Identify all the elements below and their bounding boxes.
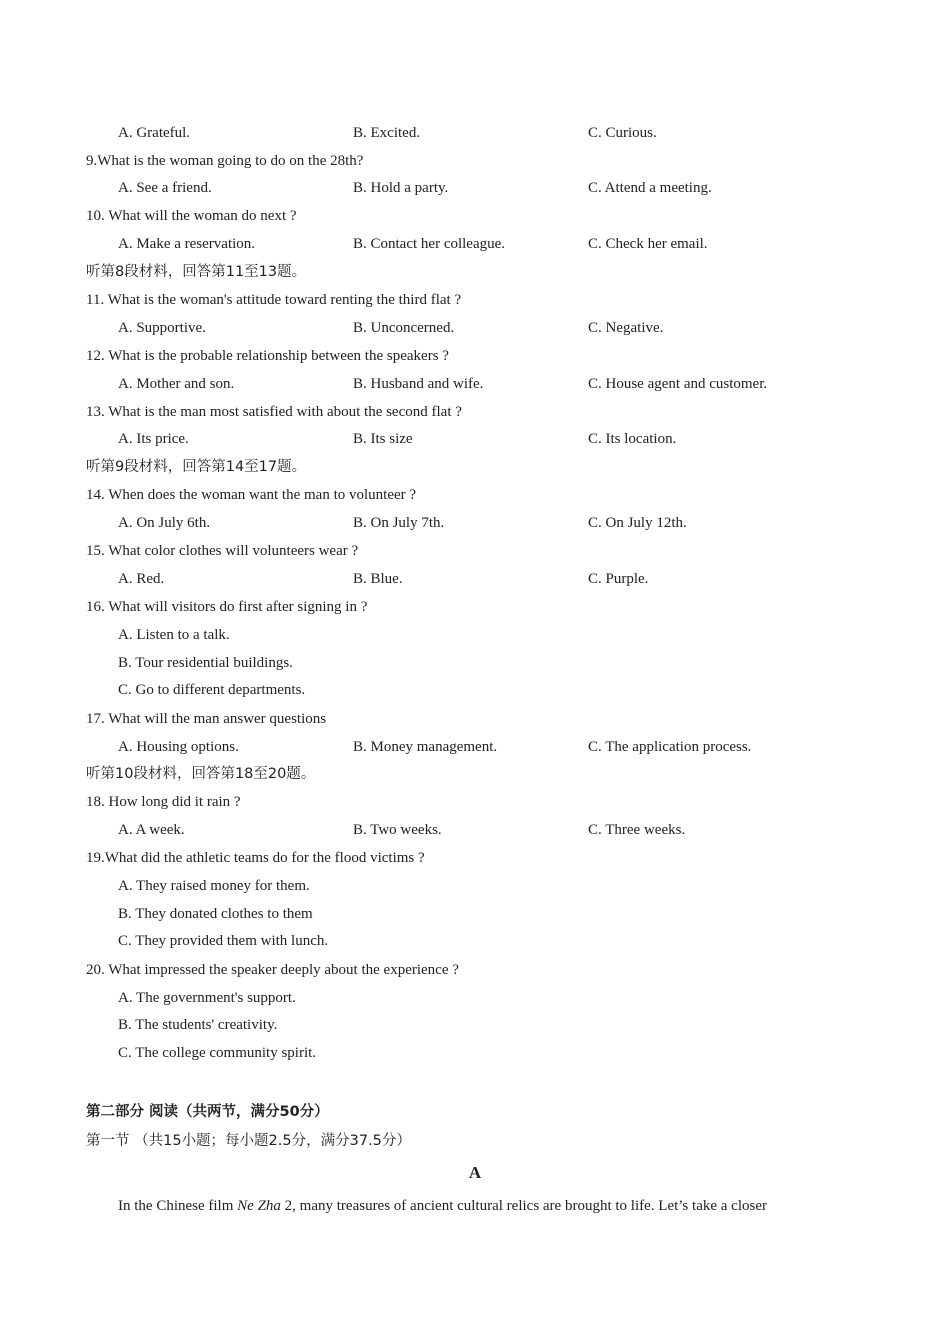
part-2-title: 第二部分 阅读（共两节，满分50分） <box>86 1104 329 1120</box>
question-9: 9.What is the woman going to do on the 28th? <box>86 153 364 169</box>
q11-option-c: C. Negative. <box>588 320 664 336</box>
question-10: 10. What will the woman do next ? <box>86 208 297 224</box>
instruction-material-8: 听第8段材料，回答第11至13题。 <box>86 264 307 280</box>
question-17: 17. What will the man answer questions <box>86 711 327 727</box>
question-15: 15. What color clothes will volunteers wear ? <box>86 543 359 559</box>
q9-option-a: A. See a friend. <box>118 180 212 196</box>
q13-option-b: B. Its size <box>353 431 413 447</box>
q12-option-c: C. House agent and customer. <box>588 376 768 392</box>
q10-option-b: B. Contact her colleague. <box>353 236 506 252</box>
q15-option-a: A. Red. <box>118 571 165 587</box>
q20-option-c: C. The college community spirit. <box>118 1045 317 1061</box>
q13-option-a: A. Its price. <box>118 431 189 447</box>
q8-option-b: B. Excited. <box>353 125 421 141</box>
q13-option-c: C. Its location. <box>588 431 677 447</box>
q16-option-c: C. Go to different departments. <box>118 682 306 698</box>
question-12: 12. What is the probable relationship between the speakers ? <box>86 348 449 364</box>
q18-option-a: A. A week. <box>118 822 185 838</box>
q9-option-c: C. Attend a meeting. <box>588 180 712 196</box>
q16-option-a: A. Listen to a talk. <box>118 627 230 643</box>
q11-option-a: A. Supportive. <box>118 320 206 336</box>
q19-option-a: A. They raised money for them. <box>118 878 310 894</box>
question-20: 20. What impressed the speaker deeply about the experience ? <box>86 962 459 978</box>
q16-option-b: B. Tour residential buildings. <box>118 655 293 671</box>
q17-option-b: B. Money management. <box>353 739 498 755</box>
q17-option-c: C. The application process. <box>588 739 752 755</box>
q18-option-c: C. Three weeks. <box>588 822 686 838</box>
question-14: 14. When does the woman want the man to volunteer ? <box>86 487 417 503</box>
q15-option-b: B. Blue. <box>353 571 403 587</box>
passage-first-line <box>118 1196 878 1216</box>
q20-option-a: A. The government's support. <box>118 990 296 1006</box>
q14-option-b: B. On July 7th. <box>353 515 445 531</box>
instruction-material-9: 听第9段材料，回答第14至17题。 <box>86 459 307 475</box>
section-1-title: 第一节 （共15小题；每小题2.5分，满分37.5分） <box>86 1133 411 1149</box>
q19-option-c: C. They provided them with lunch. <box>118 933 329 949</box>
q14-option-c: C. On July 12th. <box>588 515 687 531</box>
q20-option-b: B. The students' creativity. <box>118 1017 278 1033</box>
q18-option-b: B. Two weeks. <box>353 822 442 838</box>
passage-text-before: In the Chinese film <box>118 1198 238 1214</box>
q12-option-b: B. Husband and wife. <box>353 376 484 392</box>
q14-option-a: A. On July 6th. <box>118 515 211 531</box>
q8-option-c: C. Curious. <box>588 125 657 141</box>
passage-label: A <box>468 1163 482 1182</box>
q10-option-c: C. Check her email. <box>588 236 708 252</box>
q8-option-a: A. Grateful. <box>118 125 191 141</box>
question-18: 18. How long did it rain ? <box>86 794 241 810</box>
question-13: 13. What is the man most satisfied with about the second flat ? <box>86 404 462 420</box>
q12-option-a: A. Mother and son. <box>118 376 235 392</box>
passage-text-after: 2, many treasures of ancient cultural relics are brought to life. Let’s take a closer <box>280 1198 767 1214</box>
question-19: 19.What did the athletic teams do for the flood victims ? <box>86 850 425 866</box>
q11-option-b: B. Unconcerned. <box>353 320 455 336</box>
q19-option-b: B. They donated clothes to them <box>118 906 313 922</box>
q15-option-c: C. Purple. <box>588 571 649 587</box>
question-11: 11. What is the woman's attitude toward renting the third flat ? <box>86 292 462 308</box>
instruction-material-10: 听第10段材料，回答第18至20题。 <box>86 766 316 782</box>
q10-option-a: A. Make a reservation. <box>118 236 256 252</box>
film-title: Ne Zha <box>237 1198 281 1214</box>
q17-option-a: A. Housing options. <box>118 739 239 755</box>
question-16: 16. What will visitors do first after signing in ? <box>86 599 368 615</box>
q9-option-b: B. Hold a party. <box>353 180 449 196</box>
